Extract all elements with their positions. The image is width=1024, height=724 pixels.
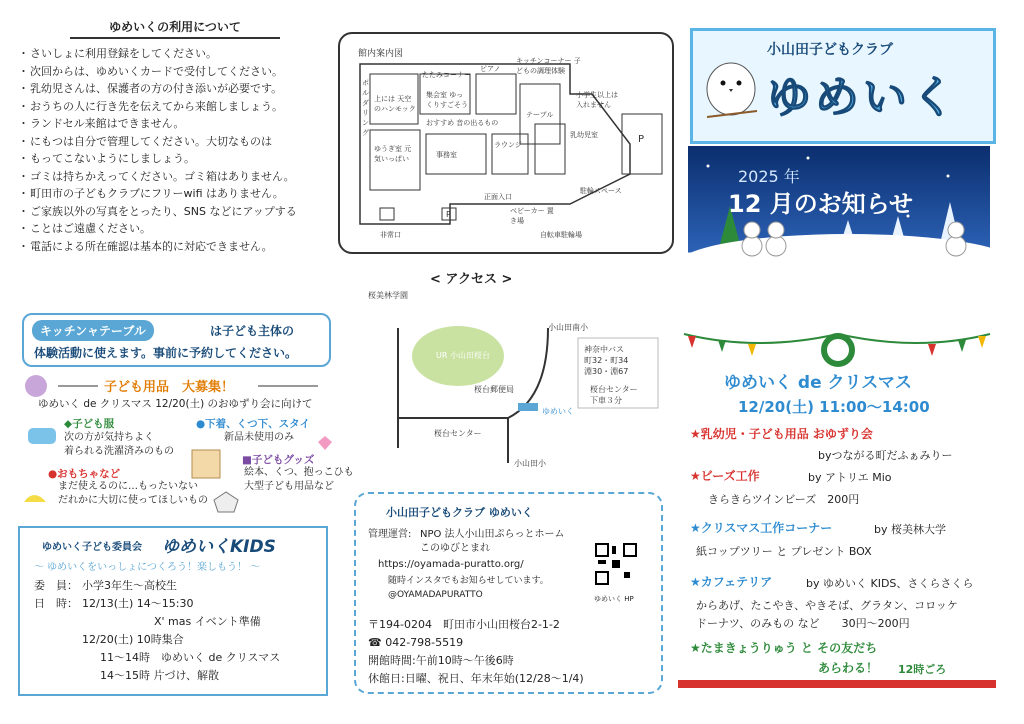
access-map-drawing — [338, 288, 670, 468]
goods-donation — [18, 372, 354, 522]
goods-category-toys: ●おもちゃなど — [48, 468, 121, 480]
map-label: 上には 天空のハンモック — [374, 95, 416, 113]
operator-label: 管理運営: — [368, 529, 412, 540]
opening-hours: 開館時間:午前10時～午後6時 — [368, 654, 514, 667]
kids-schedule-line: 12/20(土) 10時集合 — [82, 633, 184, 646]
usage-rules-title: ゆめいくの利用について — [70, 18, 280, 39]
map-label: ベビーカー 置き場 — [510, 207, 554, 225]
operator-name: NPO 法人小山田ぷらっとホーム — [420, 529, 565, 540]
qr-label: ゆめいく HP — [594, 595, 634, 603]
event-time: 12時ごろ — [898, 663, 947, 676]
goods-category-toys-text: まだ使えるのに…もったいない だれかに大切に使ってほしいもの — [58, 481, 208, 506]
map-label: ボルダリング — [362, 79, 369, 137]
bus-info: 神奈中バス 町32・町34 淵30・淵67 — [584, 345, 629, 376]
bird-icon — [701, 51, 761, 121]
event-by: by 桜美林大学 — [874, 523, 946, 536]
map-label: 集会室 ゆっくりすごそう — [426, 91, 468, 109]
banner-month: 12 月のお知らせ — [728, 190, 914, 218]
access-label: ゆめいく — [542, 407, 574, 416]
club-logo — [690, 28, 996, 144]
winter-scene — [688, 146, 990, 298]
map-label: 非常口 — [380, 231, 401, 239]
map-label: ピアノ — [480, 65, 501, 73]
floor-map — [338, 32, 674, 254]
kids-schedule-line: 14～15時 片づけ、解散 — [100, 669, 220, 682]
map-label: たたみコーナー — [422, 71, 471, 79]
goods-category-kids-goods-text: 絵本、くつ、抱っこひも 大型子ども用品など — [244, 467, 354, 492]
kids-committee-title: ゆめいくKIDS — [162, 537, 276, 557]
rule-item: ・ ランドセル来館はできません。 — [20, 115, 330, 133]
parking-label: P — [446, 210, 451, 219]
kitchen-text-line2: 体験活動に使えます。事前に予約してください。 — [34, 346, 298, 360]
christmas-title: ゆめいく de クリスマス — [724, 373, 912, 393]
website-url[interactable]: https://oyamada-puratto.org/ — [378, 559, 524, 570]
event-detail: 紙コップツリー と プレゼント BOX — [696, 545, 872, 558]
event-detail: あらわる！ — [818, 661, 879, 675]
rule-item: ・ さいしょに利用登録をしてください。 — [20, 45, 330, 63]
goods-title: 子ども用品 大募集！ — [104, 380, 235, 395]
december-banner — [688, 146, 990, 298]
rule-item: ・ 電話による所在確認は基本的に対応できません。 — [20, 238, 330, 256]
banner-year: 2025 年 — [738, 167, 800, 186]
event-title: ★たまきょうりゅう と その友だち — [690, 641, 878, 655]
kids-date-label: 日 時： — [34, 597, 78, 610]
usage-rules — [20, 18, 330, 255]
access-label: 桜台郵便局 — [474, 385, 514, 394]
map-label: ラウンジ — [494, 141, 522, 149]
floor-map-title: 館内案内図 — [358, 49, 404, 59]
usage-rules-list — [20, 45, 330, 255]
map-label: 自転車駐輪場 — [540, 231, 582, 239]
map-label: テーブル — [526, 111, 554, 119]
rule-item: ・ ことはご遠慮ください。 — [20, 220, 330, 238]
christmas-event — [678, 330, 996, 690]
kids-schedule-line: X' mas イベント準備 — [154, 615, 261, 628]
kids-schedule-line: 11～14時 ゆめいく de クリスマス — [100, 651, 281, 664]
map-label: 小学生以上は 入れません — [576, 91, 618, 109]
christmas-date: 12/20(土) 11:00～14:00 — [738, 398, 930, 416]
event-detail: ドーナツ、のみもの など 30円～200円 — [696, 617, 910, 630]
event-title: ★ビーズ工作 — [690, 469, 760, 483]
kids-committee-box — [18, 526, 328, 696]
event-title: ★乳幼児・子ども用品 おゆずり会 — [690, 427, 873, 441]
operator-name-2: このゆびとまれ — [420, 543, 490, 554]
kids-members-value: 小学3年生～高校生 — [82, 579, 177, 592]
rule-item: ・ 町田市の子どもクラブにフリーwifi はありません。 — [20, 185, 330, 203]
event-by: by ゆめいく KIDS、さくらさくら — [806, 577, 974, 590]
kitchen-table-label: キッチンャテーブル — [32, 320, 154, 341]
kitchen-text-line1: は子ども主体の — [210, 324, 295, 338]
rule-item: ・ にもつは自分で管理してください。大切なものは — [20, 133, 330, 151]
kids-date-value: 12/13(土) 14～15:30 — [82, 597, 194, 610]
goods-category-underwear: ●下着、くつ下、スタイ — [196, 418, 310, 430]
goods-subtitle: ゆめいく de クリスマス 12/20(土) のおゆずり会に向けて — [38, 398, 313, 410]
insta-handle[interactable]: @OYAMADAPURATTO — [388, 590, 483, 600]
closed-days: 休館日:日曜、祝日、年末年始(12/28～1/4) — [368, 672, 584, 685]
event-detail: きらきらツインビーズ 200円 — [708, 493, 860, 506]
event-by: byつながる町だふぁみりー — [818, 449, 953, 462]
logo-club-name: 小山田子どもクラブ — [767, 42, 893, 58]
access-label: 小山田南小 — [548, 323, 588, 332]
rule-item: ・ 次回からは、ゆめいくカードで受付してください。 — [20, 63, 330, 81]
event-title: ★クリスマス工作コーナー — [690, 521, 833, 535]
rule-item: ・ ご家族以外の写真をとったり、SNS などにアップする — [20, 203, 330, 221]
map-label: 事務室 — [436, 151, 457, 159]
map-label: 駐輪スペース — [580, 187, 622, 195]
qr-code-icon[interactable] — [594, 542, 638, 586]
goods-category-underwear-text: 新品未使用のみ — [224, 432, 294, 443]
map-label: 正面入口 — [484, 193, 512, 201]
access-title: < アクセス > — [430, 272, 513, 287]
parking-label: P — [638, 134, 645, 145]
map-label: おすすめ 音の出るもの — [426, 119, 499, 127]
goods-category-kids-goods: ■子どもグッズ — [242, 454, 315, 466]
rule-item: ・ ゴミは持ちかえってください。ゴミ箱はありません。 — [20, 168, 330, 186]
map-label: 乳幼児室 — [570, 131, 598, 139]
postal-address: 〒194-0204 町田市小山田桜台2-1-2 — [368, 618, 560, 631]
map-label: キッチンコーナー 子どもの調理体験 — [516, 57, 581, 75]
event-detail: からあげ、たこやき、やきそば、グラタン、コロッケ — [696, 599, 958, 612]
club-info-title: 小山田子どもクラブ ゆめいく — [386, 506, 533, 519]
phone-number: ☎ 042-798-5519 — [368, 636, 464, 649]
event-title: ★カフェテリア — [690, 575, 773, 589]
rule-item: ・ おうちの人に行き先を伝えてから来館しましょう。 — [20, 98, 330, 116]
insta-note: 随時インスタでもお知らせしています。 — [388, 576, 549, 586]
access-label: UR 小山田桜台 — [436, 351, 490, 360]
map-label: ゆうぎ室 元気いっぱい — [374, 145, 412, 163]
rule-item: ・ もってこないようにしましょう。 — [20, 150, 330, 168]
bus-stop-info: 桜台センター 下車３分 — [590, 385, 638, 405]
logo-title: ゆめいく — [767, 72, 959, 123]
event-by: by アトリエ Mio — [808, 471, 892, 484]
access-label: 小山田小 — [514, 459, 546, 468]
kitchen-table-notice — [22, 313, 331, 367]
access-map — [338, 288, 670, 468]
goods-category-clothes: ◆子ども服 — [64, 418, 115, 430]
goods-category-clothes-text: 次の方が気持ちよく 着られる洗濯済みのもの — [64, 432, 174, 457]
access-label: 桜美林学園 — [368, 291, 408, 300]
kids-members-label: 委 員： — [34, 579, 78, 592]
rule-item: ・ 乳幼児さんは、保護者の方の付き添いが必要です。 — [20, 80, 330, 98]
kids-committee-tagline: ～ ゆめいくをいっしょにつくろう！楽しもう！ ～ — [34, 562, 261, 573]
club-info — [354, 492, 663, 694]
kids-committee-label: ゆめいく子ども委員会 — [42, 542, 142, 553]
access-label: 桜台センター — [434, 429, 482, 438]
